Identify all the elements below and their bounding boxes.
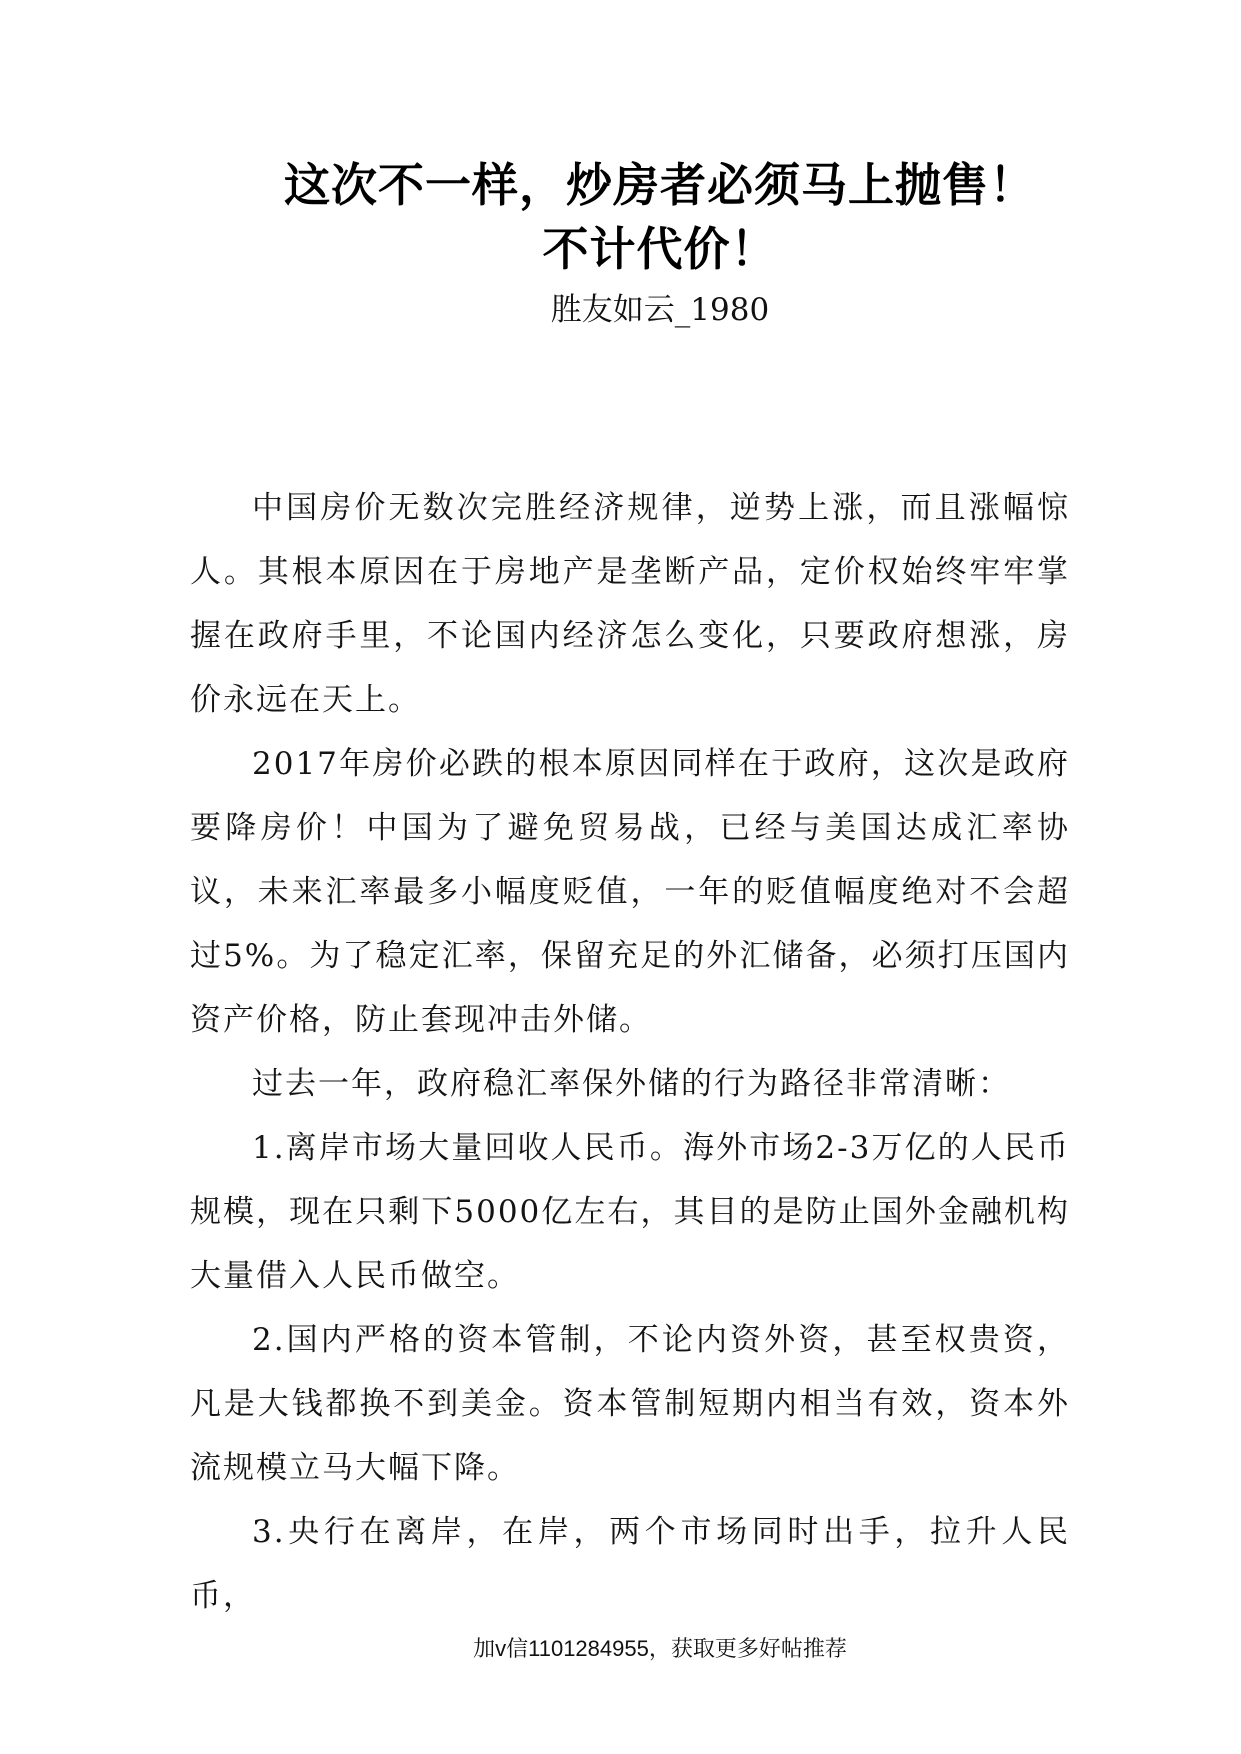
title-line-2: 不计代价！ bbox=[542, 222, 778, 276]
author-name: 胜友如云_1980 bbox=[550, 292, 770, 328]
footer-note: 加v信1101284955，获取更多好帖推荐 bbox=[473, 1636, 847, 1661]
paragraph-2017: 2017年房价必跌的根本原因同样在于政府，这次是政府要降房价！中国为了避免贸易战，已经与美国达成汇率协议，未来汇率最多小幅度贬值，一年的贬值幅度绝对不会超过5%。为了稳定汇率，保留充足的外汇储备，必须打压国内资产价格，防止套现冲击外储。 bbox=[190, 746, 1070, 1038]
paragraph-point-1: 1.离岸市场大量回收人民币。海外市场2-3万亿的人民币规模，现在只剩下5000亿左右，其目的是防止国外金融机构大量借入人民币做空。 bbox=[190, 1130, 1070, 1294]
title-line-1: 这次不一样，炒房者必须马上抛售！ bbox=[284, 158, 1036, 212]
paragraph-past-year: 过去一年，政府稳汇率保外储的行为路径非常清晰： bbox=[252, 1066, 1011, 1102]
article-body bbox=[190, 476, 1070, 1628]
paragraph-intro: 中国房价无数次完胜经济规律，逆势上涨，而且涨幅惊人。其根本原因在于房地产是垄断产品，定价权始终牢牢掌握在政府手里，不论国内经济怎么变化，只要政府想涨，房价永远在天上。 bbox=[190, 490, 1070, 718]
paragraph-point-2: 2.国内严格的资本管制，不论内资外资，甚至权贵资，凡是大钱都换不到美金。资本管制短期内相当有效，资本外流规模立马大幅下降。 bbox=[190, 1322, 1070, 1486]
paragraph-point-3: 3.央行在离岸，在岸，两个市场同时出手，拉升人民币， bbox=[190, 1514, 1070, 1614]
